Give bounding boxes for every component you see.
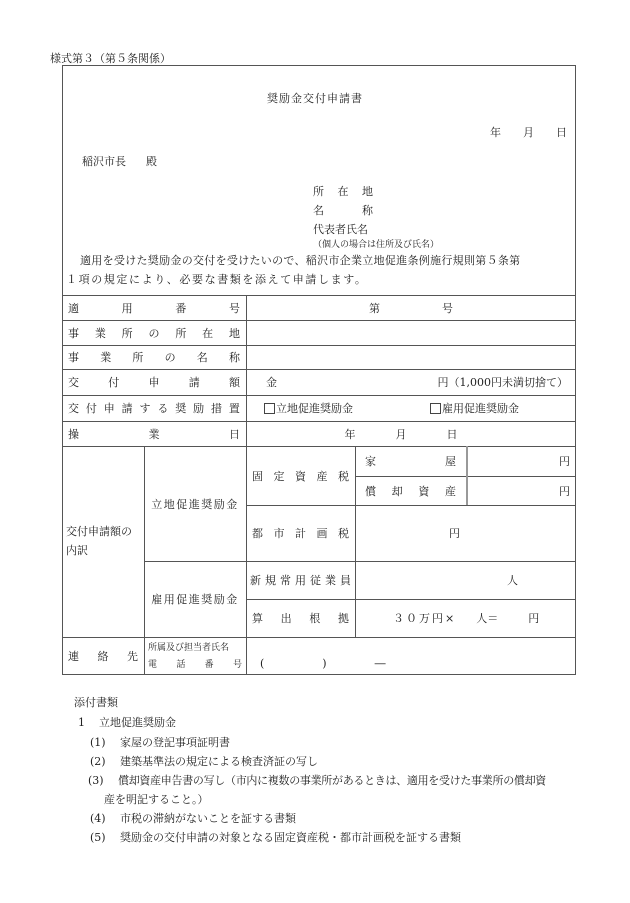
new-employees-field[interactable] [355, 561, 576, 599]
date-month: 月 [523, 126, 534, 139]
option-label: 雇用促進奨励金 [442, 402, 519, 415]
item-number: (2) [90, 755, 106, 768]
label-char: 算 [252, 612, 263, 625]
label-char: 交 [68, 376, 79, 389]
label-char: 却 [391, 484, 403, 498]
label-char: 在 [337, 185, 349, 198]
item-text: 償却資産申告書の写し（市内に複数の事業所があるときは、適用を受けた事業所の償却資 [118, 774, 546, 787]
label-char: 付 [108, 376, 120, 389]
label-office-name [62, 345, 246, 369]
label-char: 事 [68, 351, 79, 364]
label-char: 措 [211, 402, 222, 415]
persons-text: 人＝ [476, 612, 499, 625]
label-char: 固 [252, 469, 263, 483]
item-text: 建築基準法の規定による検査済証の写し [120, 755, 318, 768]
label-char: 従 [310, 574, 321, 587]
label-char: 称 [362, 204, 373, 217]
label-char: 業 [100, 351, 112, 364]
label-char: の [164, 351, 176, 364]
label-char: 市 [273, 527, 285, 540]
label-operation-date [62, 421, 246, 446]
label-char: 番 [204, 660, 214, 670]
label-char: 業 [94, 326, 106, 340]
addressee-honorific: 殿 [146, 155, 157, 168]
attachment-item [90, 734, 230, 750]
label-char: 業 [325, 574, 336, 587]
label-char: 付 [85, 402, 97, 415]
date-day: 日 [556, 126, 567, 139]
breakdown-line2: 内訳 [66, 544, 88, 557]
label-char: 連 [68, 650, 79, 663]
label-char: 申 [148, 376, 160, 389]
label-char: 額 [229, 376, 240, 389]
section-number: 1 [78, 716, 85, 729]
label-char: 産 [444, 484, 456, 498]
phone-dash: ― [374, 657, 386, 670]
label-char: 税 [338, 469, 349, 483]
label-calculation-basis [246, 599, 355, 637]
label-char: 操 [68, 427, 79, 441]
label-char: 名 [196, 351, 208, 364]
item-text: 家屋の登記事項証明書 [120, 736, 230, 749]
amount-suffix: 円（1,000円未満切捨て） [437, 376, 568, 389]
label-char: 話 [176, 660, 186, 670]
checkbox-icon[interactable] [264, 403, 275, 414]
label-char: 償 [365, 484, 376, 498]
label-char: 適 [68, 301, 79, 315]
addressee [82, 153, 157, 169]
label-requested-amount [62, 369, 246, 395]
item-number: (1) [90, 736, 106, 749]
label-depreciable-assets [355, 476, 466, 505]
operation-date-field[interactable] [246, 421, 576, 446]
form-label: 様式第３（第５条関係） [50, 52, 171, 65]
yen-unit: 円 [559, 455, 570, 468]
representative-label: 代表者氏名 [313, 223, 368, 236]
application-number-field[interactable] [246, 295, 576, 320]
label-char: 規 [265, 574, 276, 587]
label-char: 屋 [445, 455, 456, 468]
label-char: 請 [121, 402, 133, 415]
label-char: 出 [280, 612, 292, 625]
office-address-field[interactable] [246, 320, 576, 345]
yen-unit: 円 [528, 612, 540, 625]
op-year: 年 [344, 427, 356, 441]
option-label: 立地促進奨励金 [276, 402, 353, 415]
section-title: 立地促進奨励金 [99, 716, 176, 729]
phone-paren-open: ( [260, 657, 265, 670]
label-new-employees [246, 561, 355, 599]
op-month: 月 [395, 427, 407, 441]
attachment-item-continuation: 産を明記すること。） [104, 793, 209, 806]
label-char: 交 [68, 402, 79, 415]
label-char: 員 [340, 574, 351, 587]
label-char: す [139, 402, 151, 415]
label-phone-number [148, 657, 242, 670]
applicant-name-label [313, 202, 373, 218]
label-char: 用 [295, 574, 306, 587]
item-number: (5) [90, 831, 106, 844]
label-char: 業 [148, 427, 160, 441]
yen-unit: 円 [449, 527, 460, 540]
op-day: 日 [446, 427, 458, 441]
item-text: 奨励金の交付申請の対象となる固定資産税・都市計画税を証する書類 [120, 831, 461, 844]
label-char: 資 [295, 469, 306, 483]
label-application-number [62, 295, 246, 320]
label-char: 資 [418, 484, 430, 498]
persons-unit: 人 [507, 574, 518, 587]
label-char: 絡 [97, 650, 109, 663]
applicant-address-field[interactable] [380, 180, 560, 196]
label-char: 根 [309, 612, 321, 625]
attachment-item [90, 829, 461, 845]
label-char: 常 [280, 574, 291, 587]
label-char: 置 [228, 402, 240, 415]
body-text-line1: 適用を受けた奨励金の交付を受けたいので、稲沢市企業立地促進条例施行規則第５条第 [80, 254, 521, 267]
label-char: 所 [132, 351, 144, 364]
applicant-name-field[interactable] [380, 199, 560, 215]
label-house [355, 446, 466, 476]
label-char: 申 [103, 402, 115, 415]
label-char: 用 [121, 301, 133, 315]
label-contact [62, 637, 144, 675]
label-char: 電 [148, 660, 158, 670]
label-char: 事 [68, 326, 79, 340]
label-char: 称 [228, 351, 240, 364]
breakdown-line1: 交付申請額の [66, 525, 132, 538]
attachment-item [90, 753, 318, 769]
applicant-address-label [313, 183, 373, 199]
label-location-incentive: 立地促進奨励金 [151, 497, 239, 511]
attachment-item [90, 810, 296, 826]
checkbox-icon[interactable] [430, 403, 441, 414]
option-location-incentive[interactable] [264, 395, 353, 421]
label-char: 定 [273, 469, 285, 483]
form-title: 奨励金交付申請書 [267, 92, 363, 105]
label-fixed-asset-tax [246, 446, 355, 505]
number-suffix: 号 [442, 301, 453, 315]
representative-field[interactable] [380, 218, 560, 234]
label-employment-incentive: 雇用促進奨励金 [151, 593, 239, 606]
label-char: 家 [365, 455, 376, 468]
attachments-heading: 添付書類 [74, 696, 118, 709]
label-incentive-measure [62, 395, 246, 421]
label-char: 所 [175, 326, 187, 340]
label-char: 地 [362, 185, 373, 198]
option-employment-incentive[interactable] [430, 395, 519, 421]
label-char: る [157, 402, 169, 415]
label-char: 号 [228, 301, 240, 315]
label-char: 所 [313, 185, 324, 198]
label-char: 計 [295, 527, 306, 540]
label-char: 新 [250, 574, 261, 587]
date-year: 年 [490, 126, 501, 139]
label-char: 奨 [175, 402, 187, 415]
label-char: の [148, 326, 160, 340]
number-prefix: 第 [369, 301, 380, 315]
label-char: 励 [193, 402, 205, 415]
requested-amount-field[interactable] [246, 369, 576, 395]
label-char: 税 [338, 527, 349, 540]
date-line [490, 124, 567, 140]
city-planning-tax-field[interactable] [355, 505, 576, 561]
label-char: 所 [121, 326, 133, 340]
label-char: 在 [202, 326, 214, 340]
contact-person-field[interactable] [248, 638, 574, 656]
label-char: 号 [232, 660, 242, 670]
label-char: 拠 [337, 612, 349, 625]
body-text-line2: １項の規定により、必要な書類を添えて申請します。 [66, 273, 368, 286]
item-text: 市税の滞納がないことを証する書類 [120, 812, 296, 825]
item-number: (4) [90, 812, 106, 825]
label-city-planning-tax [246, 505, 355, 561]
phone-paren-close: ) [322, 657, 327, 670]
house-tax-field[interactable] [468, 446, 576, 476]
label-office-address [62, 320, 246, 345]
label-char: 日 [229, 427, 240, 441]
representative-note: （個人の場合は住所及び氏名） [313, 240, 440, 250]
label-char: 画 [316, 527, 328, 540]
addressee-name: 稲沢市長 [82, 155, 126, 168]
office-name-field[interactable] [246, 345, 576, 369]
label-char: 名 [313, 204, 324, 217]
yen-unit: 円 [559, 484, 570, 498]
item-number: (3) [88, 774, 104, 787]
phone-number-field[interactable] [260, 657, 386, 670]
label-char: 請 [188, 376, 200, 389]
label-char: 地 [228, 326, 240, 340]
label-char: 産 [316, 469, 328, 483]
label-char: 先 [127, 650, 138, 663]
formula-text: ３０万円× [393, 612, 457, 625]
attachments-section [78, 714, 176, 730]
depreciable-tax-field[interactable] [468, 476, 576, 505]
attachment-item [88, 772, 546, 788]
calculation-basis-field[interactable] [355, 599, 576, 637]
label-contact-person: 所属及び担当者氏名 [148, 643, 230, 653]
amount-prefix: 金 [266, 376, 277, 389]
label-char: 番 [175, 301, 187, 315]
label-breakdown [66, 522, 132, 560]
label-char: 都 [252, 527, 263, 540]
